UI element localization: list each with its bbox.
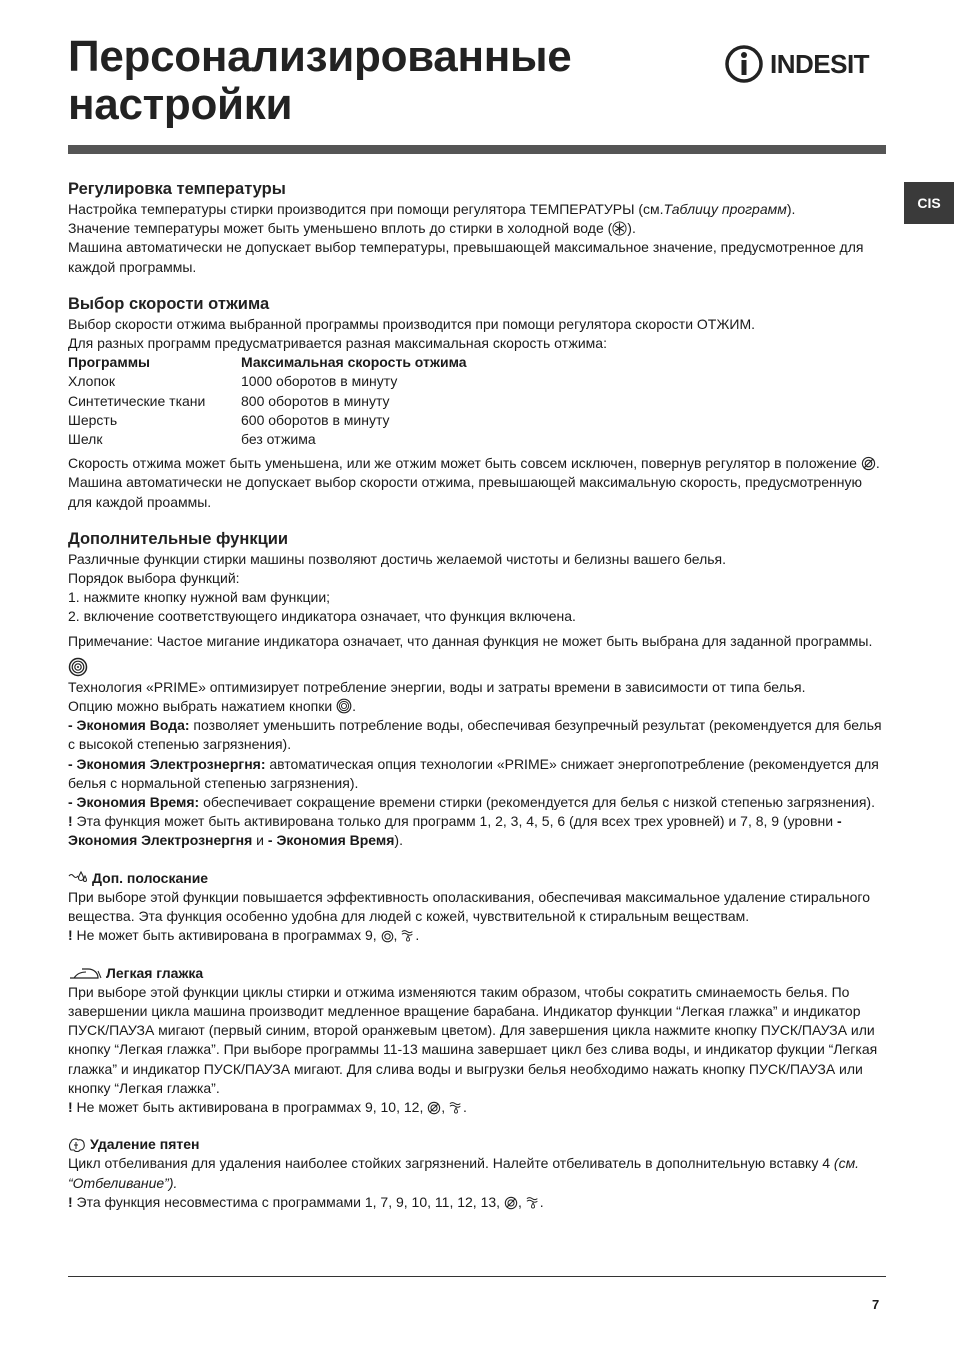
no-spin-icon [427,1101,441,1115]
spin-table-program: Шелк [68,431,103,448]
prime-header [68,656,888,678]
rinse-icon [401,929,415,943]
rinse-icon [526,1196,540,1210]
iron-text: При выборе этой функции циклы стирки и отжима изменяются таким образом, чтобы сократить сминаемость белья. По завершении цикла машина производит медленное вращение барабана. Индикатор функции “Легкая глажка” и индикатор ПУСК/ПАУЗА мигают (первый синим, второй оранжевым цветом). Для завершения цикла нажмите кнопку ПУСК/ПАУЗА или кнопку “Легкая глажка”. При выборе программы 11-13 машина завершает цикл без слива воды, и индикатор фукции “Легкая глажка” и индикатор ПУСК/ПАУЗА мигают. Для слива воды и выгрузки белья необходимо нажать кнопку ПУСК/ПАУЗА или кнопку “Легкая глажка”. [68,983,878,1096]
header-rule [68,145,886,154]
spin-p2: Для разных программ предусматривается разная максимальная скорость отжима: [68,335,607,352]
page-title [68,33,571,129]
iron-header [68,964,888,983]
temperature-p2: Значение температуры может быть уменьшено вплоть до стирки в холодной воде ( ). [68,220,636,237]
stain-warning: ! Эта функция несовместима с программами 1, 7, 9, 10, 11, 12, 13, , . [68,1193,544,1210]
spin-table-speed: без отжима [241,431,316,448]
prime-p1: Технология «PRIME» оптимизирует потребление энергии, воды и затраты времени в зависимости от типа белья. [68,678,806,695]
rinse-icon [449,1101,463,1115]
page-number: 7 [872,1297,880,1312]
stain-title: Удаление пятен [90,1136,200,1153]
main-content [68,178,888,1212]
spin-table-program: Хлопок [68,373,115,390]
spin-heading: Выбор скорости отжима [68,294,270,313]
functions-intro-2: Порядок выбора функций: [68,570,240,587]
temperature-p3: Машина автоматически не допускает выбор температуры, превышающей максимальное значение, предусмотренное для каждой программы. [68,239,864,275]
prime-warning: ! Эта функция может быть активирована только для программ 1, 2, 3, 4, 5, 6 (для всех трех уровней) и 7, 8, 9 (уровни - Экономия Электрознергня и - Экономия Время). [68,813,842,849]
spin-table-program: Шерсть [68,411,118,428]
brand-logo [724,44,869,84]
spin-p1: Выбор скорости отжима выбранной программы производится при помощи регулятора скорости ОТЖИМ. [68,315,756,332]
temperature-p1: Настройка температуры стирки производится при помощи регулятора ТЕМПЕРАТУРЫ (см.Таблицу программ). [68,201,796,217]
stain-text: Цикл отбеливания для удаления наиболее стойких загрязнений. Налейте отбеливатель в дополнительную вставку 4 (см. “Отбеливание”). [68,1155,860,1191]
functions-intro-1: Различные функции стирки машины позволяют достичь желаемой чистоты и белизны вашего белья. [68,550,726,567]
spin-icon [381,930,394,943]
rinse-warning: ! Не может быть активирована в программах 9, , . [68,927,420,944]
no-spin-icon [504,1196,518,1210]
stain-header [68,1135,888,1154]
prime-p2: Опцию можно выбрать нажатием кнопки . [68,698,356,715]
snowflake-icon [612,221,627,236]
iron-icon [68,966,102,980]
spin-p3: Скорость отжима может быть уменьшена, или же отжим может быть совсем исключен, повернув регулятор в положение . [68,455,880,472]
footer-rule [68,1276,886,1277]
spin-table [68,353,888,449]
extra-rinse-icon [68,870,88,886]
language-tab: CIS [904,182,954,224]
rinse-header [68,869,888,888]
spin-table-header-speed: Максимальная скорость отжима [241,354,467,371]
iron-title: Легкая глажка [106,964,204,981]
spin-p4: Машина автоматически не допускает выбор скорости отжима, превышающей максимальную скорость, предусмотренную для каждой проаммы. [68,474,862,510]
prime-spiral-icon [68,657,88,677]
title-line-2: настройки [68,80,293,129]
prime-water: - Экономия Вода: позволяет уменьшить потребление воды, обеспечивая безупречный результат (рекомендуется для белья с высокой степенью загрязнения). [68,717,882,753]
indesit-logo-icon [724,44,764,84]
spin-table-speed: 1000 оборотов в минуту [241,373,398,390]
stain-removal-icon [68,1136,86,1154]
temperature-heading: Регулировка температуры [68,180,286,198]
iron-warning: ! Не может быть активирована в программах 9, 10, 12, , . [68,1098,467,1115]
title-line-1: Персонализированные [68,32,572,81]
spin-table-header-programs: Программы [68,354,151,371]
rinse-title: Доп. полоскание [92,869,209,886]
functions-heading: Дополнительные функции [68,529,289,548]
rinse-text: При выборе этой функции повышается эффективность ополаскивания, обеспечивая максимальное удаление стирального вещества. Эта функция особенно удобна для людей с кожей, чувствительной к стиральным веществам. [68,888,870,925]
spin-table-program: Синтетические ткани [68,392,206,409]
functions-step-1: 1. нажмите кнопку нужной вам функции; [68,589,331,606]
prime-time: - Экономия Время: обеспечивает сокращение времени стирки (рекомендуется для белья с низкой степенью загрязнения). [68,794,875,811]
spin-table-speed: 600 оборотов в минуту [241,411,390,428]
prime-button-icon [336,698,352,714]
functions-step-2: 2. включение соответствующего индикатора означает, что функция включена. [68,608,576,625]
spin-table-speed: 800 оборотов в минуту [241,392,390,409]
prime-energy: - Экономия Электрознергня: автоматическая опция технологии «PRIME» снижает энергопотребление (рекомендуется для белья с нормальной степенью загрязнения). [68,755,879,791]
functions-note: Примечание: Частое мигание индикатора означает, что данная функция не может быть выбрана для заданной программы. [68,632,873,649]
no-spin-icon [861,456,876,471]
logo-text: INDESIT [770,48,870,79]
